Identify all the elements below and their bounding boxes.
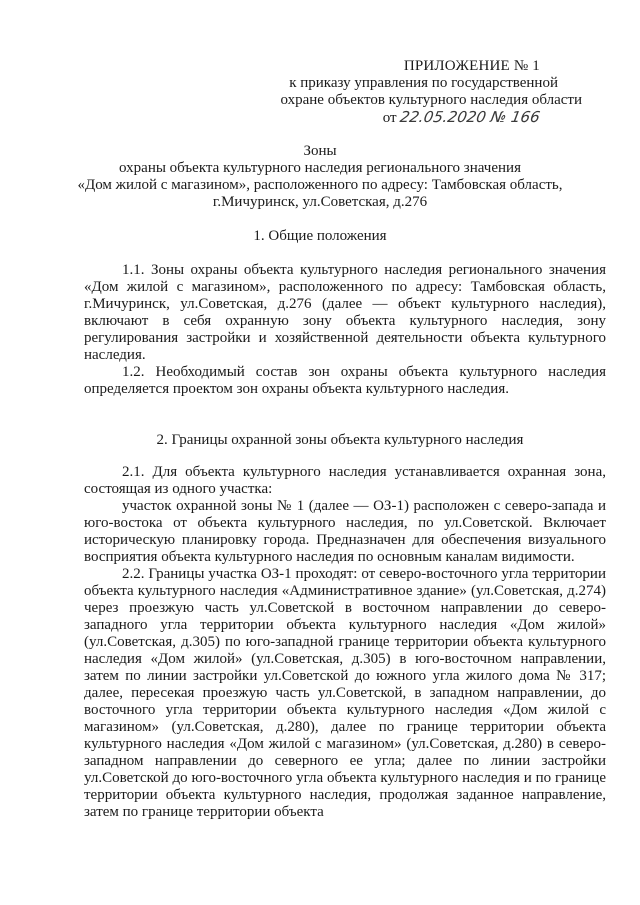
- appendix-block: [220, 58, 582, 127]
- appendix-date-line: [220, 109, 540, 127]
- appendix-title: ПРИЛОЖЕНИЕ № 1: [403, 58, 540, 74]
- heading-line-2: охраны объекта культурного наследия регионального значения: [119, 160, 521, 176]
- heading-line-1: Зоны: [303, 143, 337, 159]
- appendix-line-2: охране объектов культурного наследия области: [280, 92, 582, 108]
- section1-paragraph-1: 1.1. Зоны охраны объекта культурного наследия регионального значения «Дом жилой с магазином», расположенного по адресу: Тамбовская область, г.Мичуринск, ул.Советская, д.276 (далее — объект культурного наследия), включают в себя охранную зону объекта культурного наследия, зону регулирования застройки и хозяйственной деятельности объекта культурного наследия.: [84, 262, 606, 363]
- appendix-line-1: к приказу управления по государственной: [289, 75, 558, 91]
- section1-body: [84, 262, 606, 398]
- document-heading: [0, 143, 640, 211]
- section2-paragraph-2: участок охранной зоны № 1 (далее — ОЗ-1) расположен с северо-запада и юго-востока от объекта культурного наследия, по ул.Советской. Включает историческую планировку города. Предназначен для обеспечения визуального восприятия объекта культурного наследия по основным каналам видимости.: [84, 498, 606, 565]
- handwritten-date-number: 22.05.2020 № 166: [398, 108, 542, 126]
- section2-body: [84, 464, 606, 821]
- section2-paragraph-1: 2.1. Для объекта культурного наследия устанавливается охранная зона, состоящая из одного участка:: [84, 464, 606, 497]
- date-prefix: от: [382, 110, 397, 126]
- section1-paragraph-2: 1.2. Необходимый состав зон охраны объекта культурного наследия определяется проектом зон охраны объекта культурного наследия.: [84, 364, 606, 397]
- heading-line-3: «Дом жилой с магазином», расположенного по адресу: Тамбовская область,: [77, 177, 563, 193]
- section1-title: 1. Общие положения: [253, 228, 387, 244]
- section2-paragraph-3: 2.2. Границы участка ОЗ-1 проходят: от северо-восточного угла территории объекта культурного наследия «Административное здание» (ул.Советская, д.274) через проезжую часть ул.Советской в восточном направлении до северо-западного угла территории объекта культурного наследия «Дом жилой» (ул.Советская, д.305) по юго-западной границе территории объекта культурного наследия «Дом жилой» (ул.Советская, д.305) в юго-восточном направлении, затем по линии застройки ул.Советской до южного угла жилого дома № 317; далее, пересекая проезжую часть ул.Советской, в западном направлении, до восточного угла территории объекта культурного наследия «Дом жилой с магазином» (ул.Советская, д.280), далее по границе территории объекта культурного наследия «Дом жилой с магазином» (ул.Советская, д.280) в северо-западном направлении до северного ее угла; далее по линии застройки ул.Советской до юго-восточного угла объекта культурного наследия и по границе территории объекта культурного наследия, продолжая заданное направление, затем по границе территории объекта: [84, 566, 606, 820]
- heading-line-4: г.Мичуринск, ул.Советская, д.276: [212, 194, 428, 210]
- section2-title: 2. Границы охранной зоны объекта культурного наследия: [156, 432, 524, 448]
